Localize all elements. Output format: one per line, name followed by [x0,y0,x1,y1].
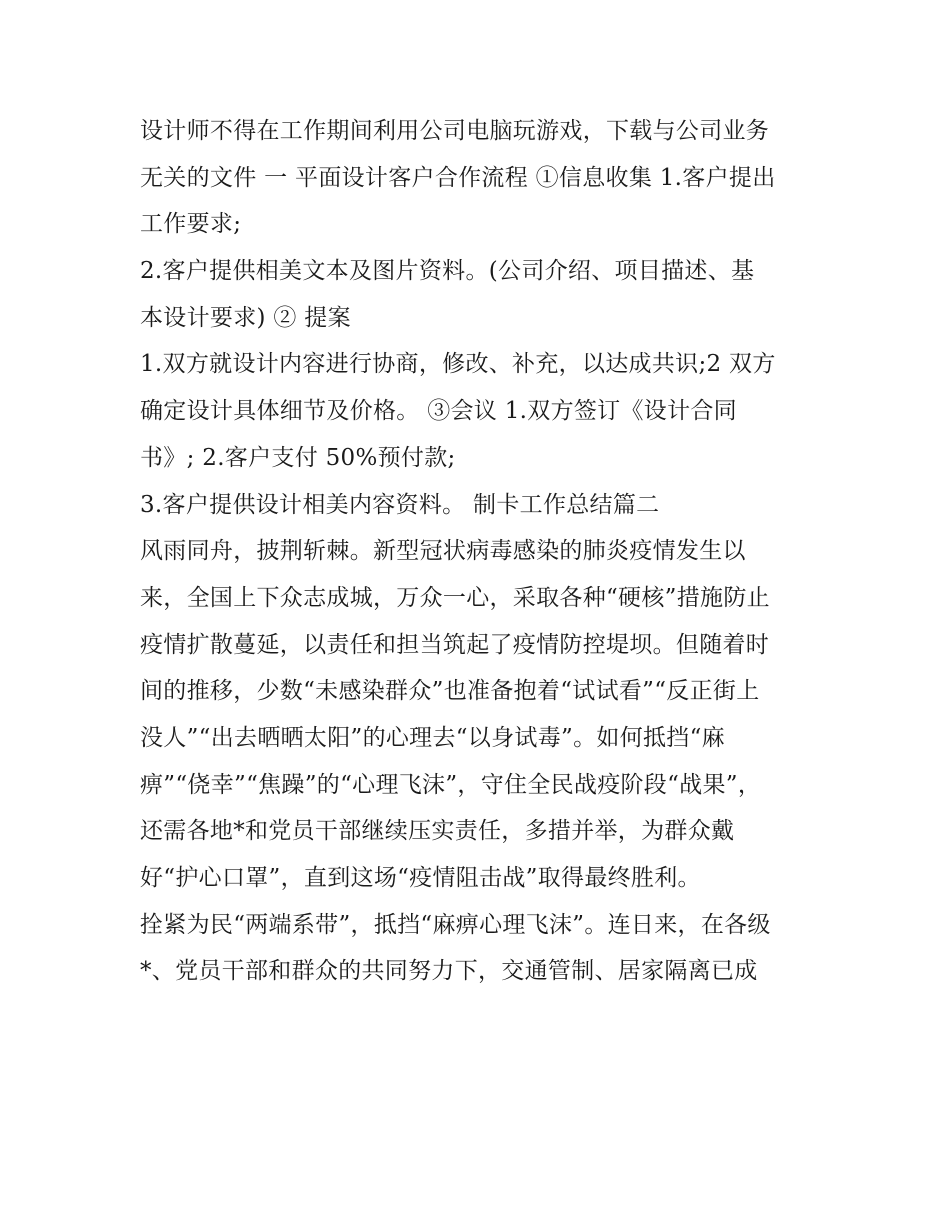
text-line: 拴紧为民“两端系带”，抵挡“麻痹心理飞沫”。连日来，在各级 [140,911,771,938]
text-line: 设计师不得在工作期间利用公司电脑玩游戏，下载与公司业务 [140,118,770,144]
text-line: 疫情扩散蔓延，以责任和担当筑起了疫情防控堤坝。但随着时 [140,631,770,658]
text-line: *、党员干部和群众的共同努力下，交通管制、居家隔离已成 [140,958,758,985]
text-line: 工作要求; [140,211,242,238]
text-line: 1.双方就设计内容进行协商，修改、补充，以达成共识;2 双方 [140,351,776,378]
text-line: 没人”“出去晒晒太阳”的心理去“以身试毒”。如何抵挡“麻 [140,724,725,751]
text-line: 书》; 2.客户支付 50%预付款; [140,444,456,471]
document-body [140,108,840,995]
text-line: 确定设计具体细节及价格。 ③会议 1.双方签订《设计合同 [140,398,737,425]
text-line: 间的推移，少数“未感染群众”也准备抱着“试试看”“反正街上 [140,678,760,705]
text-line: 还需各地*和党员干部继续压实责任，多措并举，为群众戴 [140,818,735,845]
text-line: 2.客户提供相美文本及图片资料。(公司介绍、项目描述、基 [140,258,755,285]
text-line: 来，全国上下众志成城，万众一心，采取各种“硬核”措施防止 [140,584,770,611]
text-line: 风雨同舟，披荆斩棘。新型冠状病毒感染的肺炎疫情发生以 [140,538,746,565]
text-line: 3.客户提供设计相美内容资料。 制卡工作总结篇二 [140,491,660,518]
text-line: 痹”“侥幸”“焦躁”的“心理飞沫”，守住全民战疫阶段“战果”， [140,771,762,798]
text-line: 无关的文件 一 平面设计客户合作流程 ①信息收集 1.客户提出 [140,164,776,191]
text-line: 本设计要求) ② 提案 [140,304,351,331]
text-line: 好“护心口罩”，直到这场“疫情阻击战”取得最终胜利。 [140,865,701,891]
